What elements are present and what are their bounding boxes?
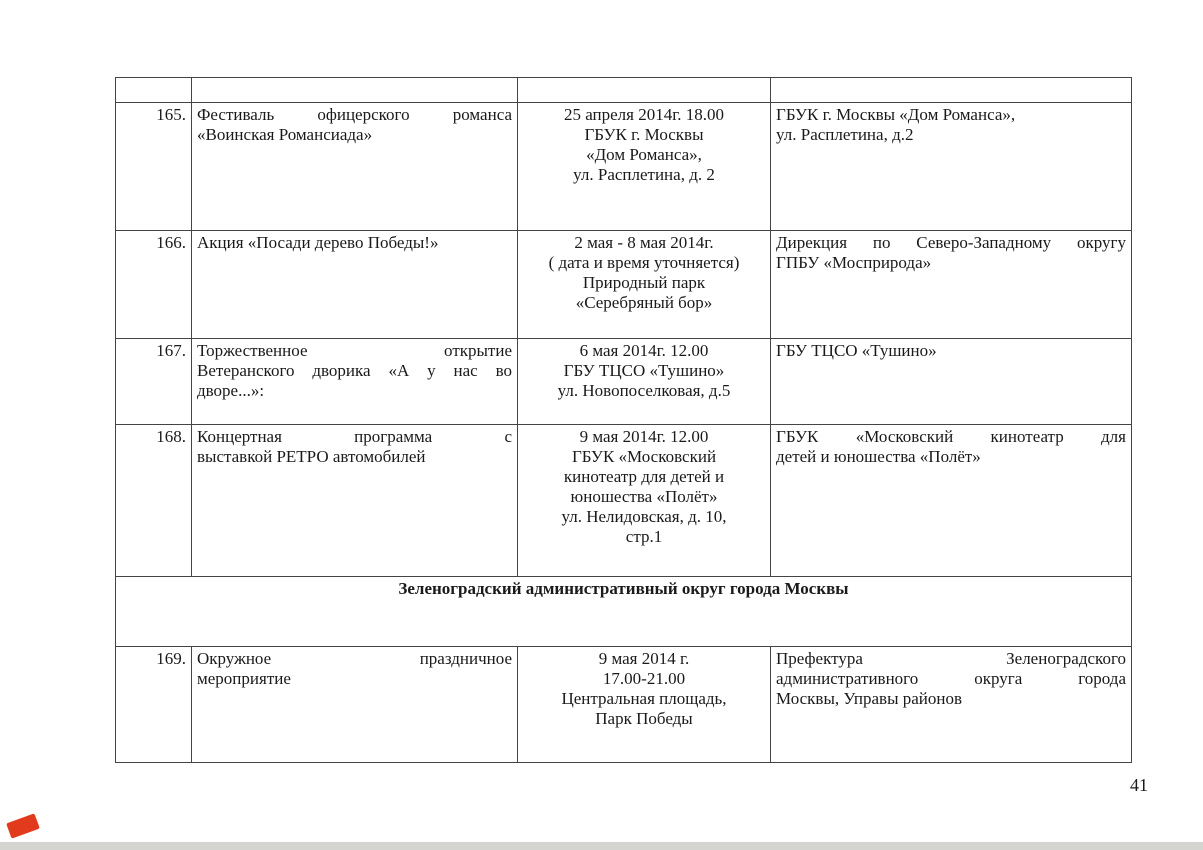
event-name-line: мероприятие [197, 669, 291, 688]
event-name-line: дворе...»: [197, 381, 265, 400]
date-line: «Серебряный бор» [575, 293, 713, 312]
event-name-line: Окружное праздничное [197, 649, 512, 668]
empty-cell [116, 78, 192, 103]
organizer-line: ГБУК «Московский кинотеатр для [776, 427, 1126, 446]
event-name-line: «Воинская Романсиада» [197, 125, 373, 144]
row-number: 168. [116, 425, 192, 577]
event-organizer [771, 103, 1132, 231]
date-line: кинотеатр для детей и [563, 467, 725, 486]
date-line: 17.00-21.00 [602, 669, 686, 688]
event-name [192, 231, 518, 339]
event-date-place [518, 231, 771, 339]
row-number: 169. [116, 647, 192, 763]
event-name-line: Акция «Посади дерево Победы!» [197, 233, 439, 252]
empty-cell [771, 78, 1132, 103]
empty-cell [518, 78, 771, 103]
event-name [192, 339, 518, 425]
table-header-row-empty [116, 78, 1132, 103]
event-date-place [518, 103, 771, 231]
date-line: ГБУК «Московский [571, 447, 717, 466]
organizer-line: детей и юношества «Полёт» [776, 447, 981, 466]
event-organizer [771, 425, 1132, 577]
event-organizer [771, 231, 1132, 339]
organizer-line: Префектура Зеленоградского [776, 649, 1126, 668]
organizer-line: Москвы, Управы районов [776, 689, 963, 708]
date-line: стр.1 [625, 527, 663, 546]
table-row [116, 647, 1132, 763]
empty-cell [192, 78, 518, 103]
event-name [192, 425, 518, 577]
page-number: 41 [1130, 775, 1148, 795]
scan-edge [0, 842, 1203, 850]
table-row [116, 231, 1132, 339]
table-row [116, 103, 1132, 231]
table-row [116, 425, 1132, 577]
event-date-place [518, 425, 771, 577]
row-number: 166. [116, 231, 192, 339]
date-line: 6 мая 2014г. 12.00 [579, 341, 709, 360]
date-line: Природный парк [582, 273, 706, 292]
date-line: ул. Новопоселковая, д.5 [557, 381, 731, 400]
organizer-line: ГБУК г. Москвы «Дом Романса», [776, 105, 1016, 124]
date-line: Центральная площадь, [561, 689, 727, 708]
date-line: ( дата и время уточняется) [548, 253, 740, 272]
date-line: ГБУК г. Москвы [584, 125, 704, 144]
event-name-line: Концертная программа с [197, 427, 512, 446]
event-name-line: Торжественное открытие [197, 341, 512, 360]
organizer-line: ГБУ ТЦСО «Тушино» [776, 341, 937, 360]
event-name-line: Ветеранского дворика «А у нас во [197, 361, 512, 380]
date-line: ГБУ ТЦСО «Тушино» [563, 361, 725, 380]
date-line: ул. Нелидовская, д. 10, [561, 507, 727, 526]
organizer-line: ГПБУ «Мосприрода» [776, 253, 932, 272]
date-line: Парк Победы [595, 709, 693, 728]
organizer-line: Дирекция по Северо-Западному округу [776, 233, 1126, 252]
date-line: 2 мая - 8 мая 2014г. [574, 233, 714, 252]
event-name-line: выставкой РЕТРО автомобилей [197, 447, 426, 466]
date-line: юношества «Полёт» [570, 487, 718, 506]
table-row [116, 339, 1132, 425]
event-name [192, 103, 518, 231]
event-date-place [518, 647, 771, 763]
event-organizer [771, 339, 1132, 425]
row-number: 165. [116, 103, 192, 231]
date-line: 25 апреля 2014г. 18.00 [563, 105, 725, 124]
event-organizer [771, 647, 1132, 763]
date-line: 9 мая 2014 г. [598, 649, 690, 668]
stamp-logo-icon [6, 813, 40, 838]
section-row [116, 577, 1132, 647]
section-title: Зеленоградский административный округ города Москвы [116, 577, 1132, 647]
organizer-line: ул. Расплетина, д.2 [776, 125, 914, 144]
organizer-line: административного округа города [776, 669, 1126, 688]
events-table [115, 77, 1132, 763]
date-line: «Дом Романса», [586, 145, 702, 164]
event-name [192, 647, 518, 763]
row-number: 167. [116, 339, 192, 425]
event-date-place [518, 339, 771, 425]
event-name-line: Фестиваль офицерского романса [197, 105, 512, 124]
date-line: ул. Расплетина, д. 2 [573, 165, 715, 184]
date-line: 9 мая 2014г. 12.00 [579, 427, 709, 446]
